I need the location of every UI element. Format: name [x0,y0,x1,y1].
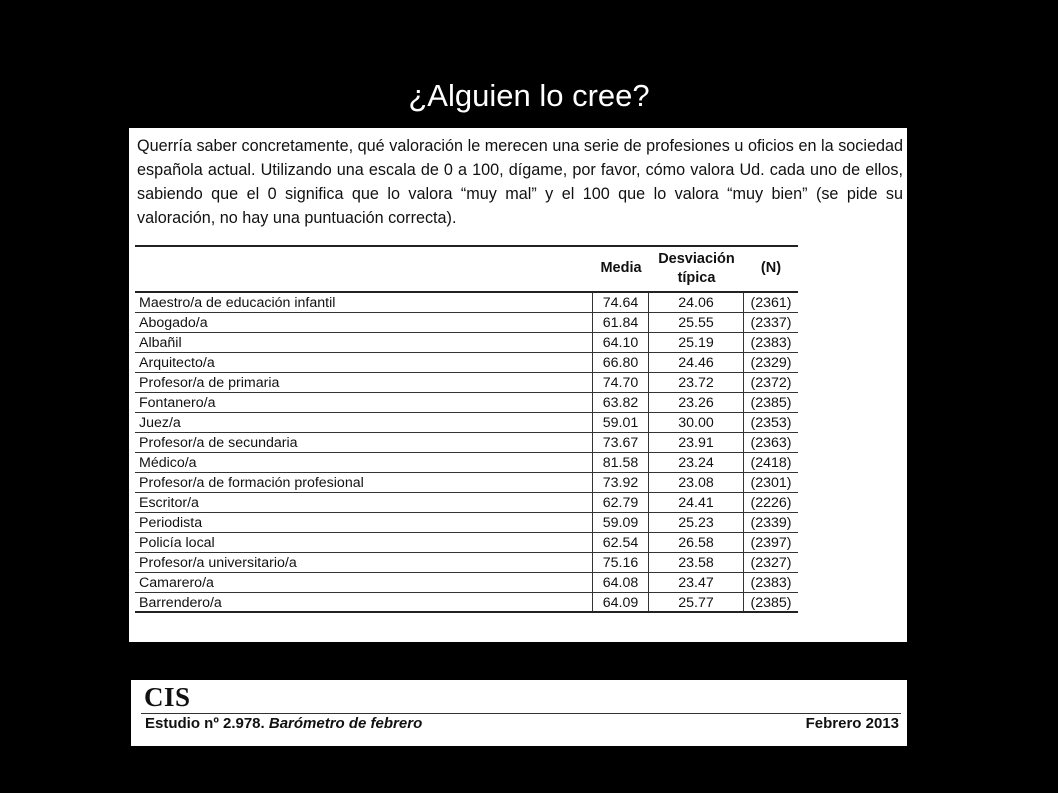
table-row [135,573,798,593]
row-mean: 66.80 [593,353,649,372]
table-row [135,373,798,393]
table-header [135,247,798,293]
table-row [135,313,798,333]
row-n: (2397) [750,535,792,551]
table-row [135,413,798,433]
header-sd [649,250,744,288]
row-n: (2363) [750,435,792,451]
row-sd: 25.77 [649,593,744,611]
row-name: Barrendero/a [135,593,593,611]
row-name: Profesor/a de primaria [135,373,593,392]
row-name: Albañil [135,333,593,352]
question-text: Querría saber concretamente, qué valoración le merecen una serie de profesiones u oficios en la sociedad española actual. Utilizando una escala de 0 a 100, dígame, por favor, cómo valora Ud. cada uno de ellos, sabiendo que el 0 significa que lo valora “muy mal” y el 100 que lo valora “muy bien” (se pide su valoración, no hay una puntuación correcta). [137,137,903,227]
header-sd-line2: típica [677,270,716,286]
row-mean: 81.58 [593,453,649,472]
row-name: Camarero/a [135,573,593,592]
row-n: (2301) [750,475,792,491]
table-body [135,293,798,613]
row-sd: 30.00 [649,413,744,432]
header-sd-line1: Desviación [658,251,735,267]
row-sd: 25.55 [649,313,744,332]
table-row [135,473,798,493]
row-name: Profesor/a de secundaria [135,433,593,452]
row-mean: 59.01 [593,413,649,432]
row-name: Juez/a [135,413,593,432]
survey-excerpt [129,128,907,642]
row-mean: 73.92 [593,473,649,492]
study-number: Estudio nº 2.978. [145,715,265,732]
row-sd: 23.24 [649,453,744,472]
row-name: Escritor/a [135,493,593,512]
row-mean: 75.16 [593,553,649,572]
footer-divider [141,713,901,714]
row-sd: 26.58 [649,533,744,552]
row-name: Maestro/a de educación infantil [135,293,593,312]
row-mean: 74.64 [593,293,649,312]
table-row [135,493,798,513]
row-n: (2226) [750,495,792,511]
table-row [135,333,798,353]
ratings-table [135,245,798,613]
row-name: Periodista [135,513,593,532]
study-date: Febrero 2013 [805,715,899,732]
row-sd: 24.41 [649,493,744,512]
slide-title: ¿Alguien lo cree? [408,78,650,113]
header-n: (N) [760,260,782,276]
header-mean: Media [600,260,642,276]
row-mean: 74.70 [593,373,649,392]
row-n: (2327) [750,555,792,571]
row-sd: 24.46 [649,353,744,372]
study-reference [145,715,422,732]
row-sd: 23.72 [649,373,744,392]
row-n: (2339) [750,515,792,531]
row-n: (2418) [750,455,792,471]
row-mean: 61.84 [593,313,649,332]
row-name: Profesor/a de formación profesional [135,473,593,492]
row-sd: 24.06 [649,293,744,312]
table-row [135,293,798,313]
row-mean: 64.08 [593,573,649,592]
table-row [135,433,798,453]
row-sd: 25.23 [649,513,744,532]
row-n: (2385) [750,395,792,411]
row-n: (2337) [750,315,792,331]
row-name: Policía local [135,533,593,552]
row-sd: 23.08 [649,473,744,492]
row-mean: 59.09 [593,513,649,532]
row-mean: 64.09 [593,593,649,611]
row-mean: 64.10 [593,333,649,352]
row-mean: 63.82 [593,393,649,412]
study-name: Barómetro de febrero [268,715,423,732]
row-n: (2383) [750,335,792,351]
row-n: (2353) [750,415,792,431]
row-name: Médico/a [135,453,593,472]
row-mean: 62.54 [593,533,649,552]
row-name: Arquitecto/a [135,353,593,372]
row-sd: 23.26 [649,393,744,412]
row-n: (2383) [750,575,792,591]
table-row [135,553,798,573]
row-sd: 25.19 [649,333,744,352]
row-name: Fontanero/a [135,393,593,412]
table-row [135,393,798,413]
row-n: (2385) [750,595,792,611]
row-n: (2372) [750,375,792,391]
row-n: (2329) [750,355,792,371]
table-row [135,533,798,553]
row-sd: 23.58 [649,553,744,572]
cis-logo: CIS [144,682,191,712]
table-row [135,353,798,373]
table-row [135,453,798,473]
row-mean: 62.79 [593,493,649,512]
row-n: (2361) [750,295,792,311]
table-row [135,513,798,533]
row-name: Abogado/a [135,313,593,332]
row-mean: 73.67 [593,433,649,452]
row-sd: 23.47 [649,573,744,592]
row-name: Profesor/a universitario/a [135,553,593,572]
source-footer [131,680,907,746]
table-row [135,593,798,613]
row-sd: 23.91 [649,433,744,452]
